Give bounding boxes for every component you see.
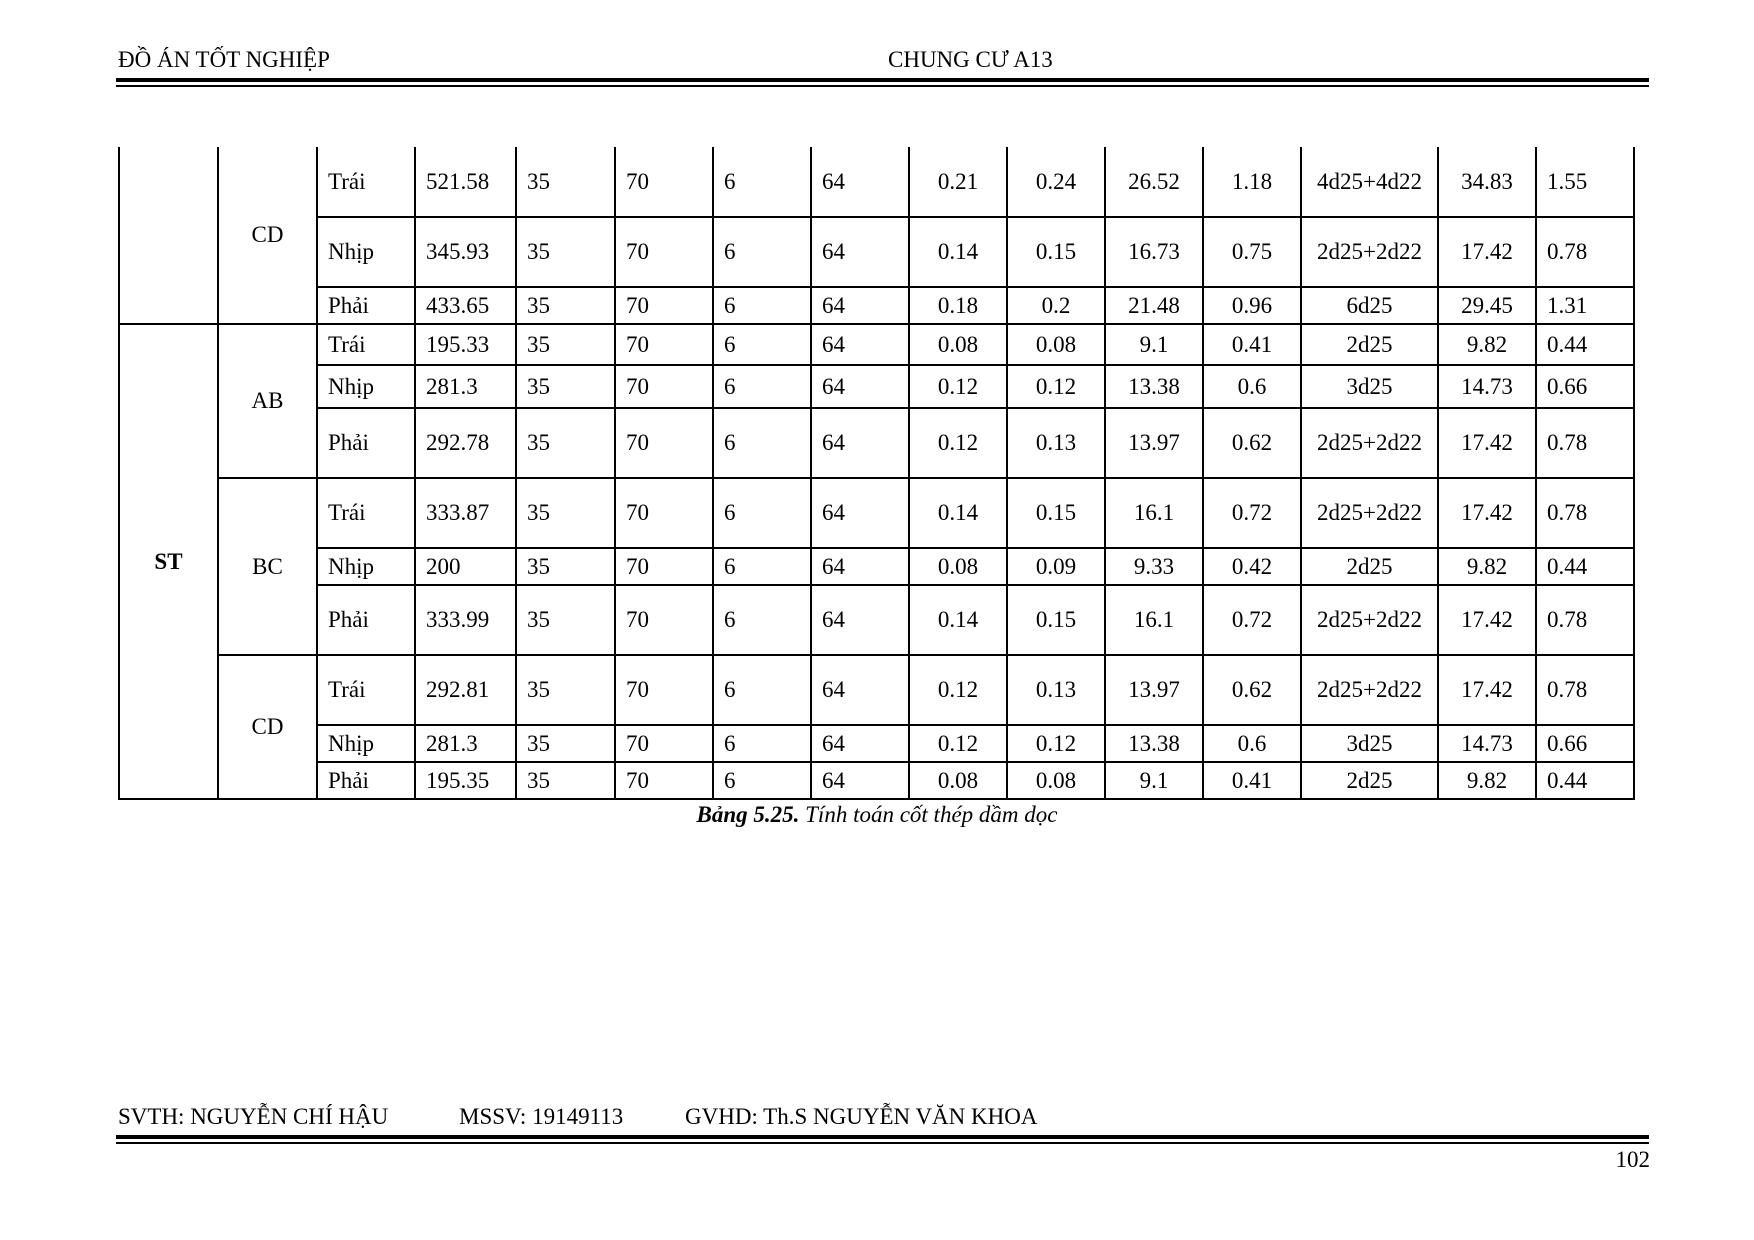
- location-cell: Phải: [317, 762, 415, 799]
- xi-cell: 0.08: [1007, 324, 1105, 365]
- a-cell: 6: [713, 365, 811, 408]
- mu-cell: 0.72: [1203, 585, 1301, 655]
- as-chosen-cell: 14.73: [1438, 365, 1536, 408]
- mu-cell: 0.6: [1203, 725, 1301, 762]
- as-chosen-cell: 17.42: [1438, 217, 1536, 287]
- h-cell: 70: [615, 365, 713, 408]
- moment-cell: 292.78: [415, 408, 516, 478]
- mu-cell: 0.72: [1203, 478, 1301, 548]
- alpha-m-cell: 0.12: [909, 655, 1007, 725]
- mu-chosen-cell: 0.78: [1536, 478, 1634, 548]
- mu-cell: 0.62: [1203, 655, 1301, 725]
- table-row: [119, 585, 1634, 655]
- moment-cell: 292.81: [415, 655, 516, 725]
- table-row: [119, 324, 1634, 365]
- moment-cell: 333.99: [415, 585, 516, 655]
- caption-text: Tính toán cốt thép dầm dọc: [799, 802, 1058, 827]
- alpha-m-cell: 0.14: [909, 478, 1007, 548]
- as-chosen-cell: 17.42: [1438, 655, 1536, 725]
- h0-cell: 64: [811, 147, 909, 217]
- footer-student: SVTH: NGUYỄN CHÍ HẬU: [118, 1104, 389, 1129]
- moment-cell: 281.3: [415, 365, 516, 408]
- mu-chosen-cell: 0.78: [1536, 585, 1634, 655]
- as-cell: 21.48: [1105, 287, 1203, 324]
- rebar-choice-cell: 2d25+2d22: [1301, 478, 1438, 548]
- xi-cell: 0.15: [1007, 217, 1105, 287]
- b-cell: 35: [516, 217, 615, 287]
- b-cell: 35: [516, 762, 615, 799]
- as-chosen-cell: 17.42: [1438, 478, 1536, 548]
- mu-chosen-cell: 0.78: [1536, 655, 1634, 725]
- header-project-label: ĐỒ ÁN TỐT NGHIỆP: [118, 47, 330, 72]
- mu-cell: 0.6: [1203, 365, 1301, 408]
- mu-cell: 0.96: [1203, 287, 1301, 324]
- floor-cell-continued: [119, 147, 218, 324]
- a-cell: 6: [713, 655, 811, 725]
- h0-cell: 64: [811, 478, 909, 548]
- as-cell: 16.1: [1105, 585, 1203, 655]
- table-row: [119, 408, 1634, 478]
- as-cell: 13.38: [1105, 365, 1203, 408]
- b-cell: 35: [516, 365, 615, 408]
- a-cell: 6: [713, 147, 811, 217]
- table-row: [119, 548, 1634, 585]
- page-number: 102: [1615, 1147, 1650, 1172]
- alpha-m-cell: 0.08: [909, 324, 1007, 365]
- alpha-m-cell: 0.12: [909, 408, 1007, 478]
- xi-cell: 0.15: [1007, 585, 1105, 655]
- caption-label: Bảng 5.25.: [696, 802, 800, 827]
- location-cell: Nhịp: [317, 548, 415, 585]
- xi-cell: 0.12: [1007, 725, 1105, 762]
- mu-chosen-cell: 0.66: [1536, 365, 1634, 408]
- beam-reinforcement-table: [118, 147, 1635, 800]
- a-cell: 6: [713, 324, 811, 365]
- moment-cell: 200: [415, 548, 516, 585]
- mu-chosen-cell: 0.44: [1536, 548, 1634, 585]
- rebar-choice-cell: 4d25+4d22: [1301, 147, 1438, 217]
- moment-cell: 345.93: [415, 217, 516, 287]
- moment-cell: 281.3: [415, 725, 516, 762]
- b-cell: 35: [516, 324, 615, 365]
- table-row: [119, 365, 1634, 408]
- location-cell: Nhịp: [317, 365, 415, 408]
- mu-chosen-cell: 0.44: [1536, 762, 1634, 799]
- a-cell: 6: [713, 725, 811, 762]
- table-caption: [0, 802, 1754, 828]
- rebar-choice-cell: 2d25+2d22: [1301, 585, 1438, 655]
- moment-cell: 195.33: [415, 324, 516, 365]
- footer-student-id: MSSV: 19149113: [459, 1104, 624, 1129]
- as-chosen-cell: 14.73: [1438, 725, 1536, 762]
- rebar-choice-cell: 3d25: [1301, 725, 1438, 762]
- h-cell: 70: [615, 585, 713, 655]
- h-cell: 70: [615, 762, 713, 799]
- table-row: [119, 762, 1634, 799]
- b-cell: 35: [516, 725, 615, 762]
- alpha-m-cell: 0.14: [909, 585, 1007, 655]
- a-cell: 6: [713, 548, 811, 585]
- header-rule-thin: [116, 85, 1649, 87]
- span-cell: AB: [218, 324, 317, 478]
- a-cell: 6: [713, 585, 811, 655]
- mu-cell: 0.62: [1203, 408, 1301, 478]
- as-cell: 13.38: [1105, 725, 1203, 762]
- table-row: [119, 147, 1634, 217]
- b-cell: 35: [516, 147, 615, 217]
- table-row: [119, 655, 1634, 725]
- b-cell: 35: [516, 655, 615, 725]
- b-cell: 35: [516, 287, 615, 324]
- span-cell: CD: [218, 147, 317, 324]
- b-cell: 35: [516, 478, 615, 548]
- xi-cell: 0.09: [1007, 548, 1105, 585]
- as-chosen-cell: 9.82: [1438, 548, 1536, 585]
- rebar-choice-cell: 2d25+2d22: [1301, 408, 1438, 478]
- mu-chosen-cell: 0.66: [1536, 725, 1634, 762]
- floor-cell: ST: [119, 324, 218, 799]
- location-cell: Phải: [317, 287, 415, 324]
- moment-cell: 333.87: [415, 478, 516, 548]
- location-cell: Trái: [317, 324, 415, 365]
- xi-cell: 0.13: [1007, 655, 1105, 725]
- rebar-choice-cell: 3d25: [1301, 365, 1438, 408]
- as-chosen-cell: 9.82: [1438, 324, 1536, 365]
- as-cell: 16.1: [1105, 478, 1203, 548]
- rebar-choice-cell: 2d25+2d22: [1301, 217, 1438, 287]
- h-cell: 70: [615, 548, 713, 585]
- h-cell: 70: [615, 287, 713, 324]
- footer-advisor: GVHD: Th.S NGUYỄN VĂN KHOA: [685, 1104, 1038, 1129]
- as-chosen-cell: 9.82: [1438, 762, 1536, 799]
- xi-cell: 0.24: [1007, 147, 1105, 217]
- xi-cell: 0.08: [1007, 762, 1105, 799]
- h0-cell: 64: [811, 762, 909, 799]
- mu-chosen-cell: 1.31: [1536, 287, 1634, 324]
- mu-chosen-cell: 0.78: [1536, 408, 1634, 478]
- a-cell: 6: [713, 478, 811, 548]
- as-cell: 26.52: [1105, 147, 1203, 217]
- rebar-choice-cell: 2d25+2d22: [1301, 655, 1438, 725]
- span-cell: BC: [218, 478, 317, 655]
- as-cell: 9.1: [1105, 762, 1203, 799]
- location-cell: Trái: [317, 478, 415, 548]
- table-row: [119, 217, 1634, 287]
- alpha-m-cell: 0.08: [909, 548, 1007, 585]
- mu-chosen-cell: 0.44: [1536, 324, 1634, 365]
- h0-cell: 64: [811, 217, 909, 287]
- footer-rule-thick: [116, 1135, 1649, 1139]
- h0-cell: 64: [811, 287, 909, 324]
- xi-cell: 0.2: [1007, 287, 1105, 324]
- as-cell: 16.73: [1105, 217, 1203, 287]
- moment-cell: 195.35: [415, 762, 516, 799]
- h-cell: 70: [615, 478, 713, 548]
- location-cell: Phải: [317, 585, 415, 655]
- mu-cell: 1.18: [1203, 147, 1301, 217]
- location-cell: Trái: [317, 147, 415, 217]
- b-cell: 35: [516, 408, 615, 478]
- b-cell: 35: [516, 548, 615, 585]
- as-cell: 9.33: [1105, 548, 1203, 585]
- h-cell: 70: [615, 725, 713, 762]
- table-row: [119, 478, 1634, 548]
- h0-cell: 64: [811, 324, 909, 365]
- h0-cell: 64: [811, 548, 909, 585]
- rebar-choice-cell: 6d25: [1301, 287, 1438, 324]
- alpha-m-cell: 0.21: [909, 147, 1007, 217]
- as-cell: 9.1: [1105, 324, 1203, 365]
- header-rule-thick: [116, 78, 1649, 82]
- header-building-name: CHUNG CƯ A13: [888, 47, 1053, 72]
- a-cell: 6: [713, 217, 811, 287]
- alpha-m-cell: 0.14: [909, 217, 1007, 287]
- rebar-choice-cell: 2d25: [1301, 324, 1438, 365]
- location-cell: Nhịp: [317, 725, 415, 762]
- h0-cell: 64: [811, 725, 909, 762]
- h0-cell: 64: [811, 655, 909, 725]
- h-cell: 70: [615, 324, 713, 365]
- as-cell: 13.97: [1105, 655, 1203, 725]
- alpha-m-cell: 0.18: [909, 287, 1007, 324]
- mu-cell: 0.41: [1203, 762, 1301, 799]
- as-chosen-cell: 17.42: [1438, 408, 1536, 478]
- moment-cell: 521.58: [415, 147, 516, 217]
- alpha-m-cell: 0.12: [909, 365, 1007, 408]
- table-row: [119, 725, 1634, 762]
- xi-cell: 0.13: [1007, 408, 1105, 478]
- moment-cell: 433.65: [415, 287, 516, 324]
- h0-cell: 64: [811, 408, 909, 478]
- h0-cell: 64: [811, 585, 909, 655]
- h-cell: 70: [615, 408, 713, 478]
- location-cell: Phải: [317, 408, 415, 478]
- as-chosen-cell: 34.83: [1438, 147, 1536, 217]
- h-cell: 70: [615, 147, 713, 217]
- mu-cell: 0.75: [1203, 217, 1301, 287]
- mu-chosen-cell: 0.78: [1536, 217, 1634, 287]
- a-cell: 6: [713, 762, 811, 799]
- a-cell: 6: [713, 408, 811, 478]
- rebar-choice-cell: 2d25: [1301, 762, 1438, 799]
- mu-chosen-cell: 1.55: [1536, 147, 1634, 217]
- as-chosen-cell: 17.42: [1438, 585, 1536, 655]
- xi-cell: 0.15: [1007, 478, 1105, 548]
- span-cell: CD: [218, 655, 317, 799]
- rebar-choice-cell: 2d25: [1301, 548, 1438, 585]
- mu-cell: 0.42: [1203, 548, 1301, 585]
- h0-cell: 64: [811, 365, 909, 408]
- footer-rule-thin: [116, 1142, 1649, 1144]
- mu-cell: 0.41: [1203, 324, 1301, 365]
- a-cell: 6: [713, 287, 811, 324]
- as-cell: 13.97: [1105, 408, 1203, 478]
- b-cell: 35: [516, 585, 615, 655]
- alpha-m-cell: 0.08: [909, 762, 1007, 799]
- alpha-m-cell: 0.12: [909, 725, 1007, 762]
- xi-cell: 0.12: [1007, 365, 1105, 408]
- h-cell: 70: [615, 655, 713, 725]
- as-chosen-cell: 29.45: [1438, 287, 1536, 324]
- table-row: [119, 287, 1634, 324]
- h-cell: 70: [615, 217, 713, 287]
- location-cell: Nhịp: [317, 217, 415, 287]
- location-cell: Trái: [317, 655, 415, 725]
